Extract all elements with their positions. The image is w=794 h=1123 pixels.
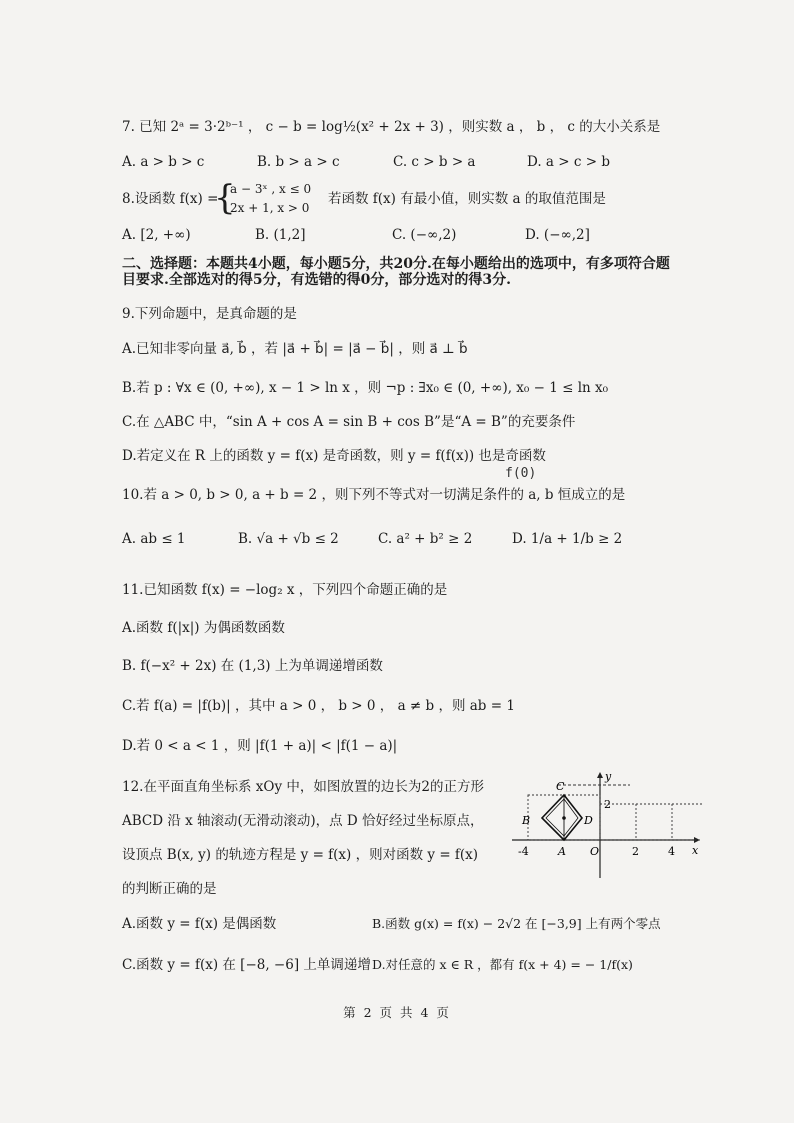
label-c: C <box>556 780 565 793</box>
q8-piece-2: 2x + 1, x > 0 <box>230 201 310 215</box>
label-d: D <box>584 814 593 827</box>
label-x: x <box>692 844 699 857</box>
q11-option-b: B. f(−x² + 2x) 在 (1,3) 上为单调递增函数 <box>122 658 383 674</box>
q8-option-a: A. [2, +∞) <box>122 227 191 243</box>
label-b: B <box>522 814 531 827</box>
q10-option-d: D. 1/a + 1/b ≥ 2 <box>512 531 623 547</box>
label-a: A <box>558 845 566 858</box>
tick-y2: 2 <box>604 798 611 811</box>
q12-option-a: A.函数 y = f(x) 是偶函数 <box>122 916 277 932</box>
q9-stem: 9.下列命题中，是真命题的是 <box>122 306 297 322</box>
dotted-box-right <box>600 804 702 840</box>
tick-pos4: 4 <box>668 845 675 858</box>
q7-option-d: D. a > c > b <box>527 154 610 170</box>
q7-option-c: C. c > b > a <box>393 154 476 170</box>
q11-option-c: C.若 f(a) = |f(b)| ，其中 a > 0 ， b > 0 ， a ≠ b ，则 ab = 1 <box>122 698 515 714</box>
section2-line-2: 目要求.全部选对的得5分，有选错的得0分，部分选对的得3分. <box>122 272 511 288</box>
tick-neg4: -4 <box>518 845 529 858</box>
q7-option-a: A. a > b > c <box>122 154 205 170</box>
square-abcd <box>542 795 582 840</box>
q12-option-d: D.对任意的 x ∈ R ，都有 f(x + 4) = − 1/f(x) <box>372 957 633 972</box>
q12-option-c: C.函数 y = f(x) 在 [−8, −6] 上单调递增 <box>122 957 371 973</box>
q7-option-b: B. b > a > c <box>257 154 340 170</box>
q8-option-c: C. (−∞,2) <box>392 227 457 243</box>
section2-line-1: 二、选择题：本题共4小题，每小题5分，共20分.在每小题给出的选项中，有多项符合题 <box>122 256 670 272</box>
q11-option-d: D.若 0 < a < 1 ，则 |f(1 + a)| < |f(1 − a)| <box>122 738 398 754</box>
q12-square-figure <box>512 770 702 880</box>
coordinate-diagram <box>512 770 702 880</box>
tick-pos2: 2 <box>632 845 639 858</box>
square-inner-outline <box>546 799 578 836</box>
q9-option-d: D.若定义在 R 上的函数 y = f(x) 是奇函数，则 y = f(f(x)) 也是奇函数 <box>122 448 546 464</box>
q7-stem: 7. 已知 2ᵃ = 3·2ᵇ⁻¹ ， c − b = log½(x² + 2x + 3) ，则实数 a ， b ， c 的大小关系是 <box>122 119 661 135</box>
q8-piece-1: a − 3ˣ , x ≤ 0 <box>230 182 312 196</box>
page-footer: 第 2 页 共 4 页 <box>343 1005 451 1020</box>
q8-stem-suffix: 若函数 f(x) 有最小值，则实数 a 的取值范围是 <box>328 191 606 207</box>
label-o: O <box>590 845 600 858</box>
q8-stem-prefix: 8.设函数 f(x) = <box>122 191 219 207</box>
q12-stem-line-3: 设顶点 B(x, y) 的轨迹方程是 y = f(x) ，则对函数 y = f(x) <box>122 847 479 863</box>
q9-option-c: C.在 △ABC 中，“sin A + cos A = sin B + cos B”是“A = B”的充要条件 <box>122 414 576 430</box>
q10-option-c: C. a² + b² ≥ 2 <box>378 531 473 547</box>
q11-option-a: A.函数 f(|x|) 为偶函数函数 <box>122 620 285 636</box>
q9-option-a: A.已知非零向量 a⃗, b⃗ ，若 |a⃗ + b⃗| = |a⃗ − b⃗| ，则 a⃗ ⊥ b⃗ <box>122 341 468 357</box>
q8-option-d: D. (−∞,2] <box>525 227 590 243</box>
q12-stem-line-4: 的判断正确的是 <box>122 881 217 897</box>
q10-option-a: A. ab ≤ 1 <box>122 531 186 547</box>
q10-option-b: B. √a + √b ≤ 2 <box>238 531 339 547</box>
q11-stem: 11.已知函数 f(x) = −log₂ x ，下列四个命题正确的是 <box>122 582 448 598</box>
q12-stem-line-1: 12.在平面直角坐标系 xOy 中，如图放置的边长为2的正方形 <box>122 779 484 795</box>
y-axis-arrow <box>597 772 603 778</box>
label-y: y <box>605 770 612 783</box>
square-center-dot <box>562 816 566 820</box>
q12-option-b: B.函数 g(x) = f(x) − 2√2 在 [−3,9] 上有两个零点 <box>372 916 661 931</box>
handwritten-note: f(0) <box>505 466 537 481</box>
q12-stem-line-2: ABCD 沿 x 轴滚动(无滑动滚动)，点 D 恰好经过坐标原点， <box>122 813 484 829</box>
q9-option-b: B.若 p : ∀x ∈ (0, +∞), x − 1 > ln x ，则 ¬p : ∃x₀ ∈ (0, +∞), x₀ − 1 ≤ ln x₀ <box>122 380 609 396</box>
q8-brace: { <box>214 178 236 218</box>
q8-option-b: B. (1,2] <box>255 227 306 243</box>
q10-stem: 10.若 a > 0, b > 0, a + b = 2 ，则下列不等式对一切满足条件的 a, b 恒成立的是 <box>122 487 626 503</box>
